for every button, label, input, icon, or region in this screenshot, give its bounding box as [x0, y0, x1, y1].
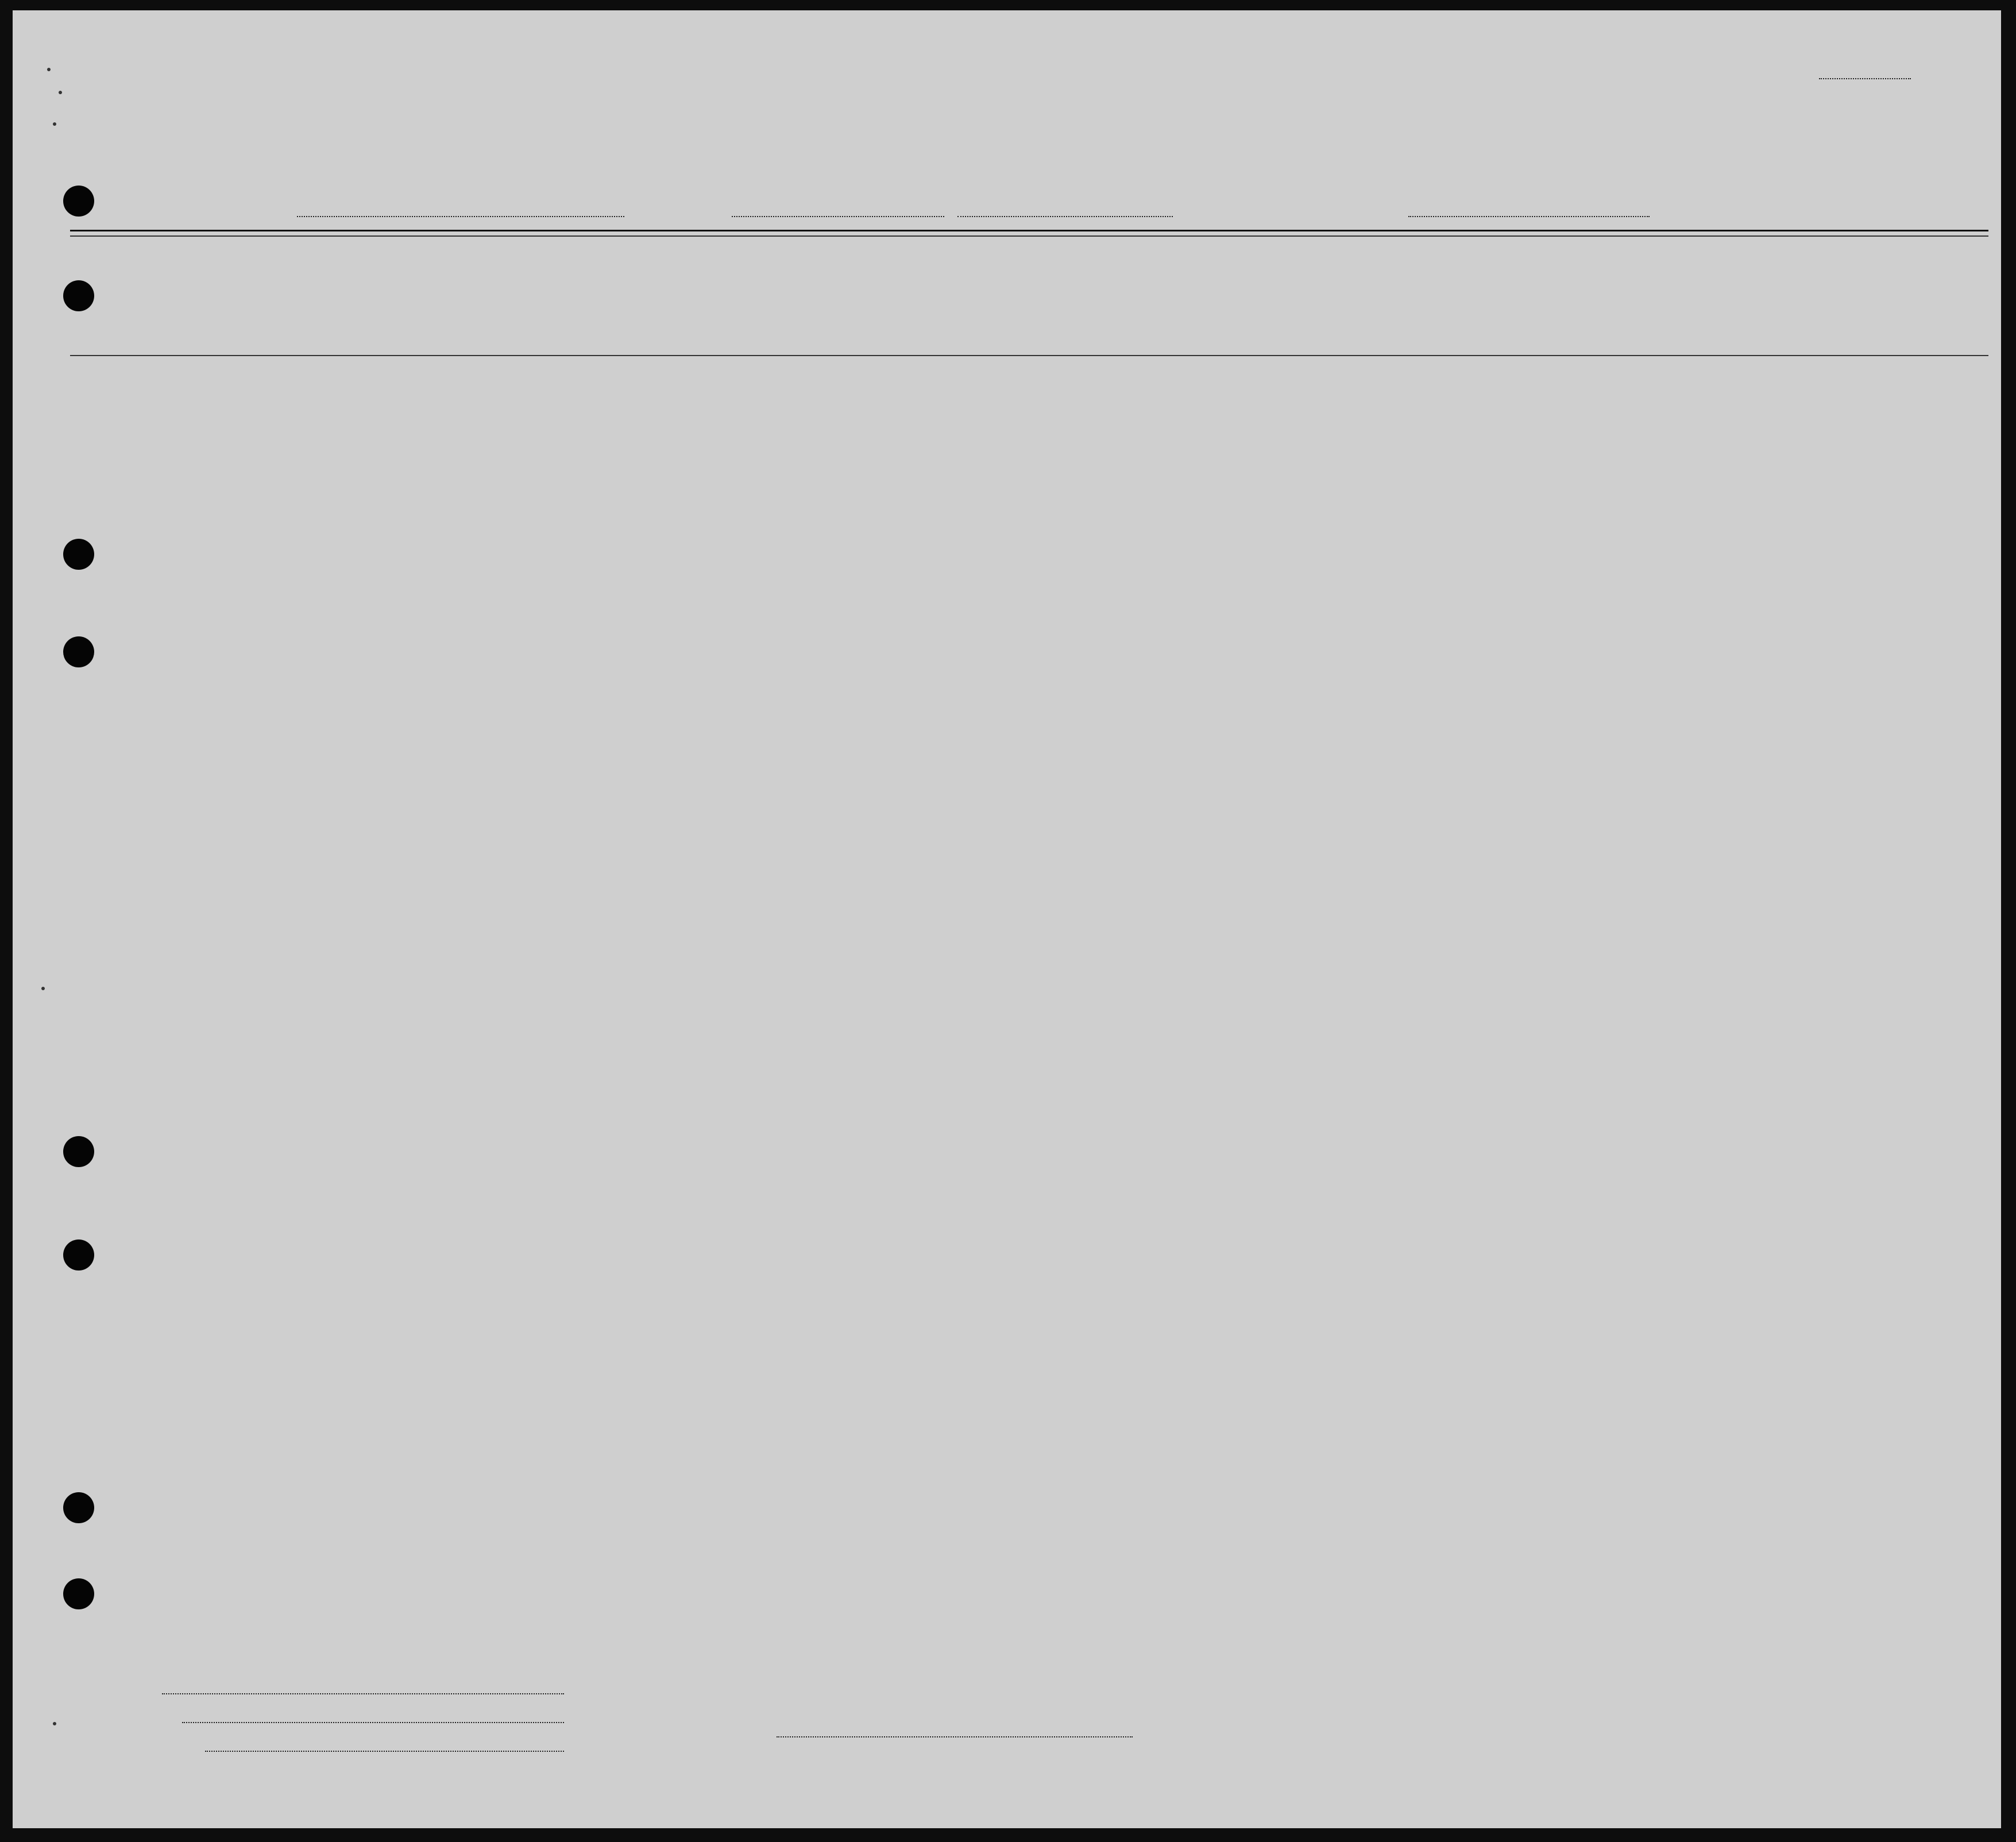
punch-hole — [63, 1239, 94, 1271]
perforation-dot — [47, 68, 51, 71]
owners-underline — [182, 1722, 564, 1723]
header-rule-top — [70, 230, 1988, 231]
sheet-underline — [1819, 78, 1911, 79]
manifest-document — [13, 10, 2001, 1828]
arriving-underline — [732, 216, 944, 217]
punch-hole — [63, 1578, 94, 1609]
punch-hole — [63, 636, 94, 667]
perforation-dot — [59, 91, 62, 94]
vessel-underline — [297, 216, 624, 217]
punch-hole — [63, 280, 94, 311]
port-underline — [1408, 216, 1650, 217]
perforation-dot — [53, 1722, 56, 1725]
header-rule-second — [70, 235, 1988, 237]
punch-hole — [63, 1136, 94, 1167]
header-rule-bottom — [70, 355, 1988, 356]
punch-hole — [63, 539, 94, 570]
date-underline — [957, 216, 1173, 217]
signature-line — [777, 1736, 1133, 1737]
punch-hole — [63, 1492, 94, 1523]
line-underline — [162, 1693, 564, 1694]
perforation-dot — [53, 122, 56, 126]
agents-underline — [205, 1751, 564, 1752]
perforation-dot — [41, 987, 45, 990]
punch-hole — [63, 186, 94, 217]
